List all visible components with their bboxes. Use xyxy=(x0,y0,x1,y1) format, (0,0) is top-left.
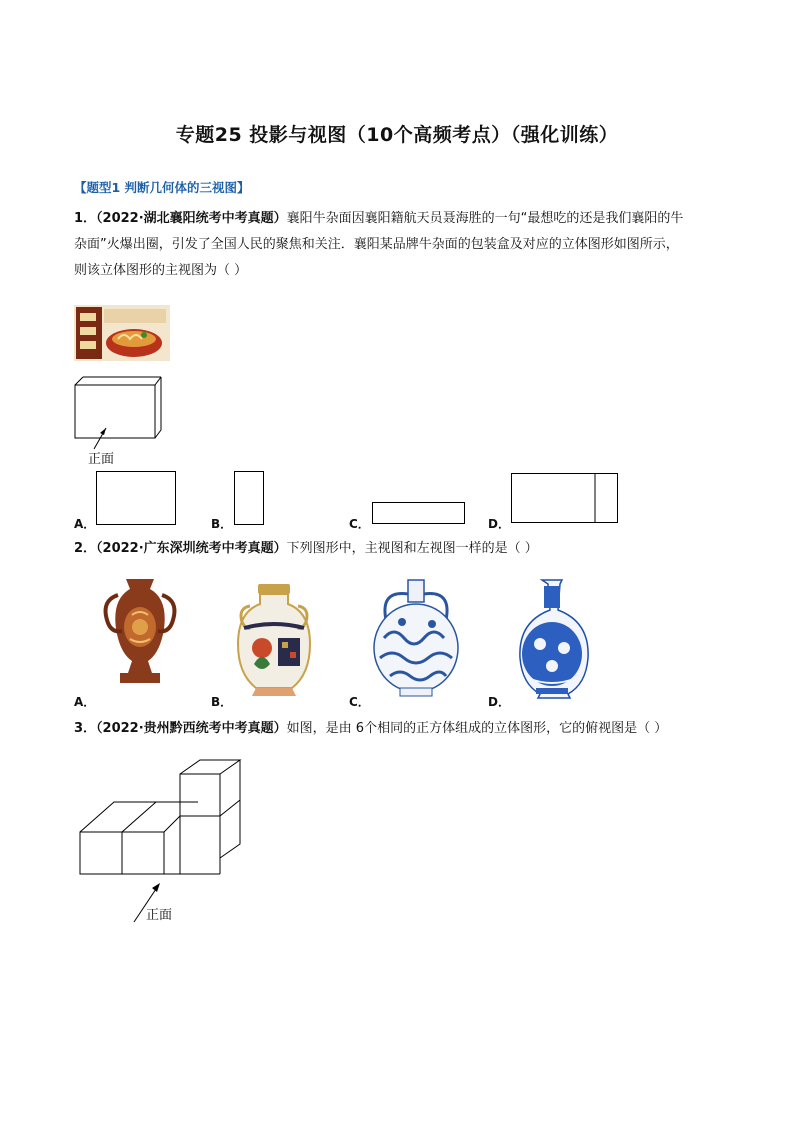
q1-box-diagram xyxy=(72,375,172,467)
rect-divided-icon xyxy=(511,473,618,523)
stacked-cubes-icon xyxy=(78,758,248,926)
question-3-text xyxy=(74,716,724,742)
q2-option-a-label[interactable]: A． xyxy=(74,695,96,709)
question-2-text xyxy=(74,536,724,562)
q1-line1: 襄阳牛杂面因襄阳籍航天员聂海胜的一句“最想吃的还是我们襄阳的牛 xyxy=(286,211,684,226)
q1-option-c-label[interactable]: C． xyxy=(349,517,370,531)
page-title: 专题25 投影与视图（10个高频考点）（强化训练） xyxy=(175,124,619,146)
q2-option-d-image[interactable] xyxy=(514,578,590,700)
q2-option-d-label[interactable]: D． xyxy=(488,695,510,709)
q2-source: （2022·广东深圳统考中考真题） xyxy=(96,541,287,556)
noodle-box-icon xyxy=(74,305,170,361)
q1-option-d-label[interactable]: D． xyxy=(488,517,510,531)
noodle-box-photo xyxy=(74,305,170,361)
q2-option-b-label[interactable]: B． xyxy=(211,695,233,709)
q3-question: 如图，是由 6个相同的正方体组成的立体图形，它的俯视图是（ ） xyxy=(286,721,668,736)
q1-option-c-rect[interactable] xyxy=(372,502,465,524)
q1-option-b-label[interactable]: B． xyxy=(211,517,233,531)
floral-amphora-icon xyxy=(234,582,314,698)
q2-option-c-image[interactable] xyxy=(370,578,462,698)
q3-front-label: 正面 xyxy=(146,908,173,923)
q1-option-b-rect[interactable] xyxy=(234,471,264,525)
bronze-vase-icon xyxy=(96,575,184,695)
q2-option-c-label[interactable]: C． xyxy=(349,695,370,709)
q1-option-a-label[interactable]: A． xyxy=(74,517,96,531)
q2-question: 下列图形中，主视图和左视图一样的是（ ） xyxy=(286,541,538,556)
q1-front-label: 正面 xyxy=(88,452,115,467)
q1-line2: 杂面”火爆出圈，引发了全国人民的聚焦和关注．襄阳某品牌牛杂面的包装盒及对应的立体图形如图所示， xyxy=(74,237,679,252)
blue-white-vase-icon xyxy=(514,578,590,700)
q2-number: 2． xyxy=(74,541,97,556)
blue-white-flask-icon xyxy=(370,578,462,698)
question-1-text xyxy=(74,206,724,284)
q3-source: （2022·贵州黔西统考中考真题） xyxy=(96,721,287,736)
q1-number: 1． xyxy=(74,211,97,226)
cuboid-diagram-icon xyxy=(72,375,172,467)
q2-option-a-image[interactable] xyxy=(96,575,184,695)
q1-option-d-diagram[interactable] xyxy=(511,473,618,523)
section-heading: 【题型1 判断几何体的三视图】 xyxy=(74,180,250,195)
q1-source: （2022·湖北襄阳统考中考真题） xyxy=(96,211,287,226)
q3-cubes-diagram xyxy=(78,758,248,926)
q1-line3: 则该立体图形的主视图为（ ） xyxy=(74,263,248,278)
q2-option-b-image[interactable] xyxy=(234,582,314,698)
q3-number: 3． xyxy=(74,721,97,736)
q1-option-a-rect[interactable] xyxy=(96,471,176,525)
